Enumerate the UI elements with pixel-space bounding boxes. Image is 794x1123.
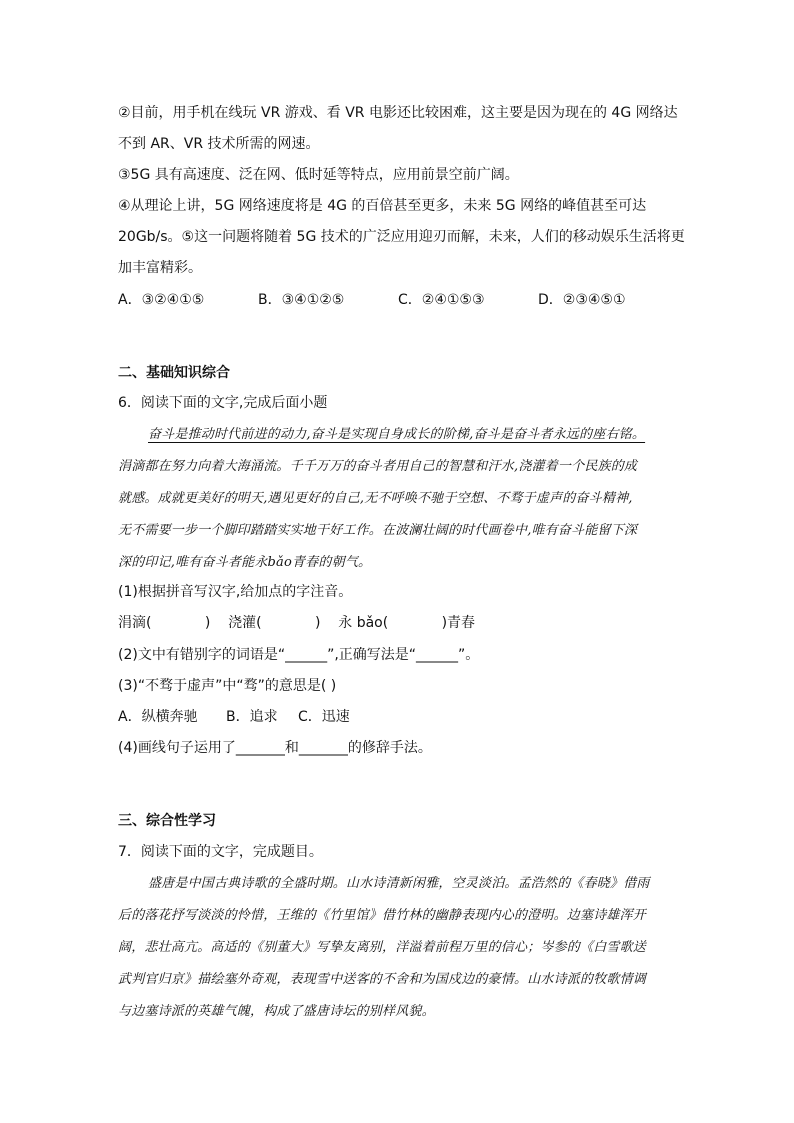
q5-sentence-2-line2: 不到 AR、VR 技术所需的网速。 (118, 136, 320, 152)
q6-passage-line2: 涓滴都在努力向着大海涌流。千千万万的奋斗者用自己的智慧和汗水,浇灌着一个民族的成 (118, 459, 638, 474)
q6-sub1: (1)根据拼音写汉字,给加点的字注音。 (118, 584, 353, 600)
q5-sentence-3: ③5G 具有高速度、泛在网、低时延等特点，应用前景空前广阔。 (118, 167, 519, 183)
q5-sentence-5-end: 加丰富精彩。 (118, 260, 202, 276)
q7-passage-line1: 盛唐是中国古典诗歌的全盛时期。山水诗清新闲雅，空灵淡泊。孟浩然的《春晓》借雨 (148, 876, 650, 891)
q6-sub3-option-a[interactable]: A．纵横奔驰 (118, 709, 198, 725)
q6-sub1-blanks[interactable]: 涓滴( ) 浇灌( ) 永 bǎo( )青春 (118, 615, 476, 631)
section2-heading: 二、基础知识综合 (118, 365, 230, 381)
q6-passage-line3: 就感。成就更美好的明天,遇见更好的自己,无不呼唤不驰于空想、不骛于虚声的奋斗精神, (118, 491, 633, 506)
q7-passage-line4: 武判官归京》描绘塞外奇观，表现雪中送客的不舍和为国戍边的豪情。山水诗派的牧歌情调 (118, 972, 647, 987)
q6-underlined-sentence: 奋斗是推动时代前进的动力,奋斗是实现自身成长的阶梯,奋斗是奋斗者永远的座右铭。 (148, 427, 646, 442)
q7-title: 7．阅读下面的文字，完成题目。 (118, 844, 323, 860)
q6-passage-line1 (148, 426, 645, 444)
q6-sub3-option-c[interactable]: C．迅速 (298, 709, 350, 725)
q5-option-a[interactable]: A．③②④①⑤ (118, 292, 205, 308)
q5-sentence-4-5: 20Gb/s。⑤这一问题将随着 5G 技术的广泛应用迎刃而解，未来，人们的移动娱乐生活将更 (118, 229, 685, 245)
q7-passage-line3: 阔，悲壮高亢。高适的《别董大》写挚友离别，洋溢着前程万里的信心；岑参的《白雪歌送 (118, 940, 647, 955)
q6-sub3[interactable]: (3)“不骛于虚声”中“骛”的意思是( ) (118, 678, 337, 694)
q6-title: 6．阅读下面的文字,完成后面小题 (118, 395, 328, 411)
q5-sentence-4: ④从理论上讲，5G 网络速度将是 4G 的百倍甚至更多，未来 5G 网络的峰值甚至可达 (118, 198, 647, 214)
q6-sub4[interactable]: (4)画线句子运用了_______和_______的修辞手法。 (118, 740, 432, 756)
q5-options (118, 291, 626, 309)
q6-passage-line5: 深的印记,唯有奋斗者能永bǎo青春的朝气。 (118, 555, 372, 570)
q6-sub3-option-b[interactable]: B．追求 (226, 709, 278, 725)
q5-option-b[interactable]: B．③④①②⑤ (258, 292, 345, 308)
q7-passage-line2: 后的落花抒写淡淡的怜惜，王维的《竹里馆》借竹林的幽静表现内心的澄明。边塞诗雄浑开 (118, 908, 647, 923)
section3-heading: 三、综合性学习 (118, 813, 216, 829)
q6-sub3-options (118, 708, 350, 726)
q5-sentence-2-line1: ②目前，用手机在线玩 VR 游戏、看 VR 电影还比较困难，这主要是因为现在的 4G 网络达 (118, 105, 678, 121)
q6-passage-line4: 无不需要一步一个脚印踏踏实实地干好工作。在波澜壮阔的时代画卷中,唯有奋斗能留下深 (118, 523, 638, 538)
q5-option-d[interactable]: D．②③④⑤① (538, 292, 626, 308)
q7-passage-line5: 与边塞诗派的英雄气魄，构成了盛唐诗坛的别样风貌。 (118, 1004, 435, 1019)
q6-sub2[interactable]: (2)文中有错别字的词语是“______”,正确写法是“______”。 (118, 647, 480, 663)
q5-option-c[interactable]: C．②④①⑤③ (398, 292, 485, 308)
